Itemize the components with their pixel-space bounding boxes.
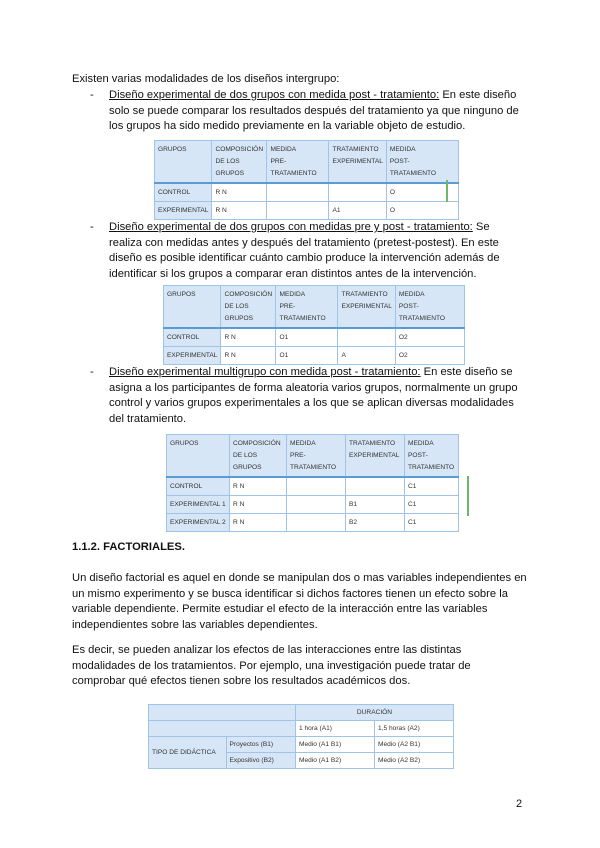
table-header-row: DURACIÓN bbox=[149, 705, 454, 721]
design-3-text: En este diseño se asigna a los participantes de forma aleatoria varios grupos, normalmente un grupo control y varios grupos experimentales a los que se aplican diversas modalidades del tratamiento. bbox=[109, 366, 518, 425]
green-mark bbox=[446, 180, 448, 202]
design-3-table bbox=[166, 434, 459, 532]
table-row: EXPERIMENTAL 1 R N B1 C1 bbox=[167, 496, 459, 514]
table-row: CONTROL R N C1 bbox=[167, 477, 459, 496]
design-3-item bbox=[90, 365, 520, 427]
table-header-row: GRUPOS COMPOSICIÓN DE LOS GRUPOS MEDIDA PRE-TRATAMIENTO TRATAMIENTO EXPERIMENTAL MEDIDA POST-TRATAMIENTO bbox=[164, 286, 465, 329]
table-row: EXPERIMENTAL R N A1 O bbox=[155, 202, 459, 220]
page-number: 2 bbox=[516, 798, 523, 810]
table-row: 1 hora (A1) 1,5 horas (A2) bbox=[149, 721, 454, 737]
factorial-table bbox=[148, 704, 454, 769]
design-1-text: En este diseño solo se puede comparar los resultados después del tratamiento ya que ninguno de los grupos ha sido medido previamente en la variable objeto de estudio. bbox=[109, 89, 519, 133]
dash: - bbox=[90, 89, 94, 101]
table-header-row: GRUPOS COMPOSICIÓN DE LOS GRUPOS MEDIDA PRE- TRATAMIENTO TRATAMIENTO EXPERIMENTAL MEDIDA POST- TRATAMIENTO bbox=[167, 435, 459, 478]
paragraph-1: Un diseño factorial es aquel en donde se manipulan dos o mas variables independientes en un mismo experimento y se busca identificar si dichos factores tienen un efecto sobre la variable dependiente. Permite estudiar el efecto de la interacción entre las variables independientes sobre las variables dependientes. bbox=[72, 572, 527, 631]
design-2-table bbox=[163, 285, 465, 365]
paragraph-2: Es decir, se pueden analizar los efectos de las interacciones entre las distintas modalidades de los tratamientos. Por ejemplo, una investigación puede tratar de comprobar qué efectos tienen sobre los resultados académicos dos. bbox=[72, 644, 471, 688]
dash: - bbox=[90, 221, 94, 233]
table-row: TIPO DE DIDÁCTICA Proyectos (B1) Medio (A1 B1) Medio (A2 B1) bbox=[149, 737, 454, 753]
table-header-row: GRUPOS COMPOSICIÓN DE LOS GRUPOS MEDIDA PRE-TRATAMIENTO TRATAMIENTO EXPERIMENTAL MEDIDA POST-TRATAMIENTO bbox=[155, 141, 459, 184]
green-mark bbox=[467, 476, 469, 516]
table-row: EXPERIMENTAL 2 R N B2 C1 bbox=[167, 514, 459, 532]
design-1-title: Diseño experimental de dos grupos con medida post - tratamiento: bbox=[109, 89, 440, 101]
design-1-item bbox=[90, 88, 520, 135]
design-2-title: Diseño experimental de dos grupos con medidas pre y post - tratamiento: bbox=[109, 221, 473, 233]
design-3-title: Diseño experimental multigrupo con medida post - tratamiento: bbox=[109, 366, 421, 378]
design-2-item bbox=[90, 220, 520, 282]
section-heading: 1.1.2. FACTORIALES. bbox=[72, 541, 185, 553]
dash: - bbox=[90, 366, 94, 378]
table-row: EXPERIMENTAL R N O1 A O2 bbox=[164, 347, 465, 365]
table-row: CONTROL R N O bbox=[155, 183, 459, 202]
intro-text: Existen varias modalidades de los diseños intergrupo: bbox=[72, 73, 340, 85]
table-row: Expositivo (B2) Medio (A1 B2) Medio (A2 B2) bbox=[149, 753, 454, 769]
design-1-table bbox=[154, 140, 459, 220]
design-2-text: Se realiza con medidas antes y después del tratamiento (pretest-postest). En este diseño es posible identificar cuánto cambio produce la intervención además de identificar si los grupos a comparar eran distintos antes de la intervención. bbox=[109, 221, 500, 280]
table-row: CONTROL R N O1 O2 bbox=[164, 328, 465, 347]
